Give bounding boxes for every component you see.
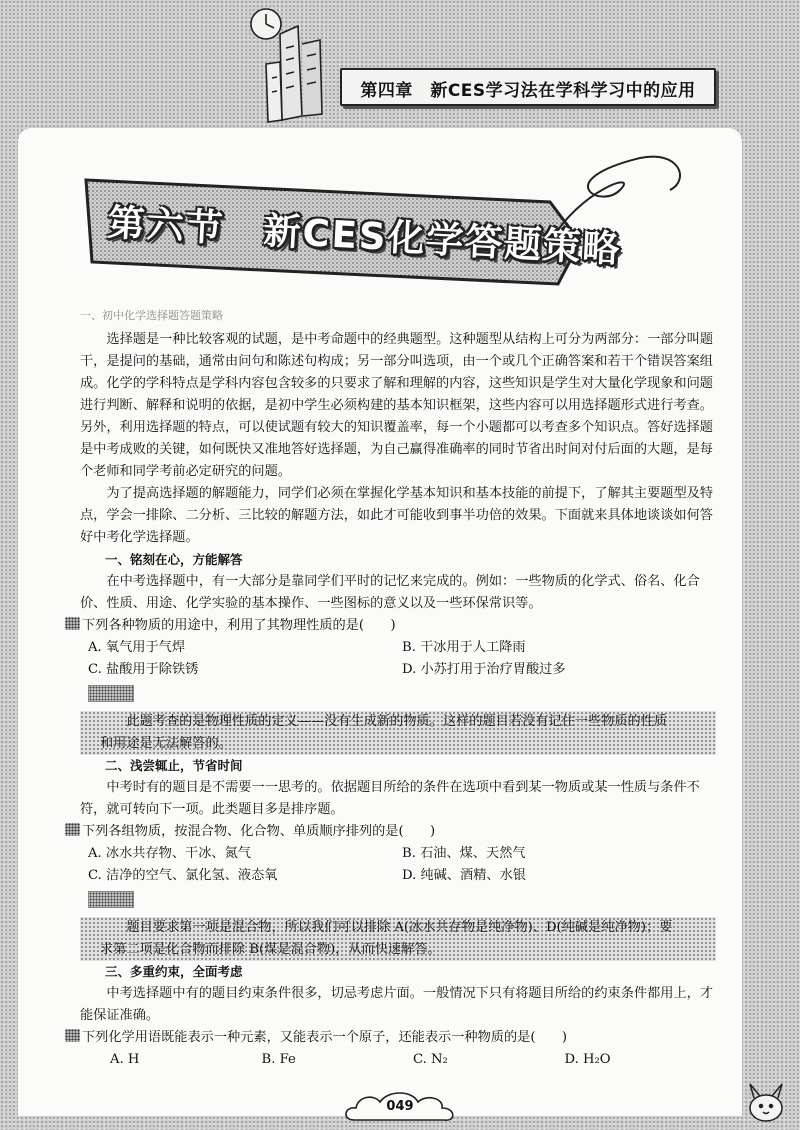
analysis-text: 题目要求第一项是混合物，所以我们可以排除 A(冰水共存物是纯净物)、D(纯碱是纯净物)；要求第二项是化合物而排除 B(煤是混合物)，从而快速解答。 (80, 917, 716, 961)
page-number: 049 (386, 1099, 414, 1114)
article-body (80, 305, 716, 1071)
option-c: C. N₂ (413, 1052, 448, 1067)
option-d: D. 小苏打用于治疗胃酸过多 (402, 662, 566, 677)
options (80, 637, 716, 681)
analysis-text: 此题考查的是物理性质的定义——没有生成新的物质。这样的题目若没有记住一些物质的性质和用途是无法解答的。 (80, 711, 716, 755)
option-b: B. Fe (261, 1052, 296, 1067)
question-text: 下列各种物质的用途中，利用了其物理性质的是( ) (82, 618, 396, 633)
question-text: 下列各组物质，按混合物、化合物、单质顺序排列的是( ) (82, 824, 436, 839)
chapter-title: 第四章 新CES学习法在学科学习中的应用 (360, 81, 696, 101)
option-a: A. H (110, 1052, 140, 1067)
part-heading: 三、多重约束，全面考虑 (105, 964, 243, 979)
question (80, 821, 716, 843)
option-b: B. 石油、煤、天然气 (402, 846, 526, 861)
page-number-badge (340, 1090, 460, 1126)
option-c: C. 盐酸用于除铁锈 (88, 662, 199, 677)
analysis-label (88, 891, 134, 908)
question (80, 1027, 716, 1049)
option-d: D. 纯碱、酒精、水银 (402, 868, 526, 883)
part-heading: 二、浅尝辄止，节省时间 (105, 758, 243, 773)
question (80, 615, 716, 637)
section-title: 第六节 新CES化学答题策略 (106, 201, 623, 271)
example-icon (65, 617, 80, 630)
part-description: 中考时有的题目是不需要一一思考的。依据题目所给的条件在选项中看到某一物质或某一性质与条件不符，就可转向下一项。此类题目多是排序题。 (80, 780, 700, 817)
option-b: B. 干冰用于人工降雨 (402, 640, 526, 655)
option-a: A. 冰水共存物、干冰、氮气 (88, 846, 251, 861)
part-description: 中考选择题中有的题目约束条件很多，切忌考虑片面。一般情况下只有将题目所给的约束条件都用上，才能保证准确。 (80, 986, 714, 1023)
question-text: 下列化学用语既能表示一种元素，又能表示一个原子，还能表示一种物质的是( ) (82, 1030, 568, 1045)
option-d: D. H₂O (564, 1052, 611, 1067)
chapter-header (340, 68, 716, 106)
part-heading: 一、铭刻在心，方能解答 (105, 552, 243, 567)
option-c: C. 洁净的空气、氯化氢、液态氧 (88, 868, 278, 883)
analysis-label (88, 685, 134, 702)
example-icon (65, 1029, 80, 1042)
options (80, 1049, 716, 1071)
subtitle: 一、初中化学选择题答题策略 (80, 309, 223, 322)
building-clock-illustration (236, 4, 346, 124)
character-doodle-icon (742, 1076, 792, 1124)
intro-paragraph: 为了提高选择题的解题能力，同学们必须在掌握化学基本知识和基本技能的前提下，了解其主要题型及特点，学会一排除、二分析、三比较的解题方法，如此才可能收到事半功倍的效果。下面就来具体地谈谈如何答好中考化学选择题。 (80, 486, 714, 545)
option-a: A. 氧气用于气焊 (88, 640, 186, 655)
intro-paragraph: 选择题是一种比较客观的试题，是中考命题中的经典题型。这种题型从结构上可分为两部分：一部分叫题干，是提问的基础，通常由问句和陈述句构成；另一部分叫选项，由一个或几个正确答案和若干个错误答案组成。化学的学科特点是学科内容包含较多的只要求了解和理解的内容，这些知识是学生对大量化学现象和问题进行判断、解释和说明的依据，是初中学生必须构建的基本知识框架，这些内容可以用选择题形式进行考查。另外，利用选择题的特点，可以使试题有较大的知识覆盖率，每一个小题都可以考查多个知识点。答好选择题是中考成败的关键，如何既快又准地答好选择题，为自己赢得准确率的同时节省出时间对付后面的大题，是每个老师和同学考前必定研究的问题。 (80, 332, 714, 479)
part-description: 在中考选择题中，有一大部分是靠同学们平时的记忆来完成的。例如：一些物质的化学式、俗名、化合价、性质、用途、化学实验的基本操作、一些图标的意义以及一些环保常识等。 (80, 574, 700, 611)
options (80, 843, 716, 887)
example-icon (65, 823, 80, 836)
